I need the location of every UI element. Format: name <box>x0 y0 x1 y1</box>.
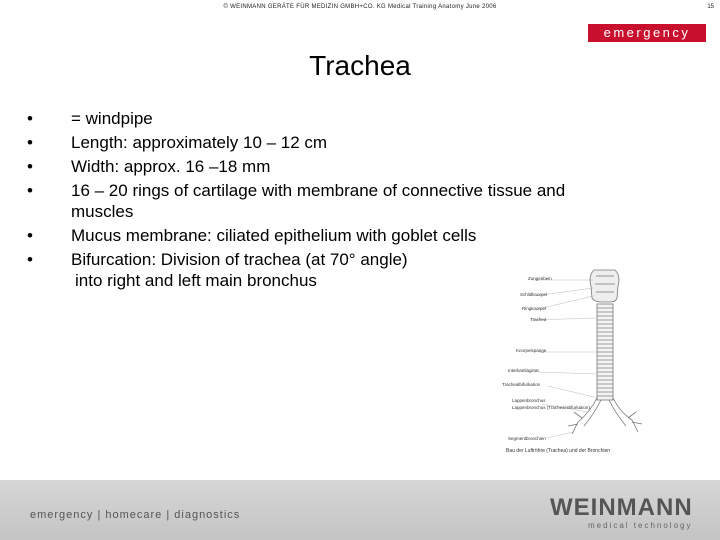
bullet-text: 16 – 20 rings of cartilage with membrane of connective tissue and <box>71 181 566 200</box>
page-number: 15 <box>707 4 714 10</box>
bullet-item <box>22 108 682 129</box>
figure-label: Trachealbifurkation <box>502 382 541 387</box>
footer-tagline: emergency | homecare | diagnostics <box>30 509 241 521</box>
copyright-header: © WEINMANN GERÄTE FÜR MEDIZIN GMBH+CO. KG Medical Training Anatomy June 2006 <box>223 4 497 10</box>
figure-label: Schildknorpel <box>520 292 548 297</box>
slide-title: Trachea <box>309 50 411 81</box>
bullet-item <box>22 225 682 246</box>
bullet-dot: • <box>27 133 33 152</box>
bullet-dot: • <box>27 157 33 176</box>
figure-label: Ringknorpel <box>522 306 547 311</box>
bullet-item <box>22 180 682 222</box>
figure-label: Lappenbronchus <box>512 398 546 403</box>
figure-label: Trachea <box>530 317 547 322</box>
footer-bar <box>0 480 720 540</box>
bullet-text: Bifurcation: Division of trachea (at 70° angle) <box>71 250 408 269</box>
bullet-text: Mucus membrane: ciliated epithelium with goblet cells <box>71 226 477 245</box>
weinmann-logo: WEINMANN <box>550 494 693 521</box>
bullet-item <box>22 156 682 177</box>
bullet-dot: • <box>27 226 33 245</box>
figure-caption: Bau der Luftröhre (Trachea) und der Bronchien <box>506 448 611 454</box>
bullet-item <box>22 132 682 153</box>
bullet-text: Length: approximately 10 – 12 cm <box>71 133 328 152</box>
emergency-badge: emergency <box>588 24 706 42</box>
bullet-continuation: muscles <box>71 202 134 221</box>
bullet-continuation: into right and left main bronchus <box>75 271 317 290</box>
bullet-dot: • <box>27 109 33 128</box>
figure-label: Interkartilaginär <box>508 368 540 373</box>
logo-subtitle: medical technology <box>588 521 693 530</box>
trachea-figure <box>498 262 648 457</box>
figure-label: Zungenbein <box>528 276 552 281</box>
figure-label: Segmentbronchien <box>508 436 546 441</box>
bullet-text: Width: approx. 16 –18 mm <box>71 157 271 176</box>
bullet-dot: • <box>27 181 33 200</box>
figure-label: Knorpelspange <box>516 348 547 353</box>
bullet-dot: • <box>27 250 33 269</box>
bullet-text: = windpipe <box>71 109 153 128</box>
figure-label: Lappenbronchus (Tracheal-Bifurkation) <box>512 405 590 410</box>
